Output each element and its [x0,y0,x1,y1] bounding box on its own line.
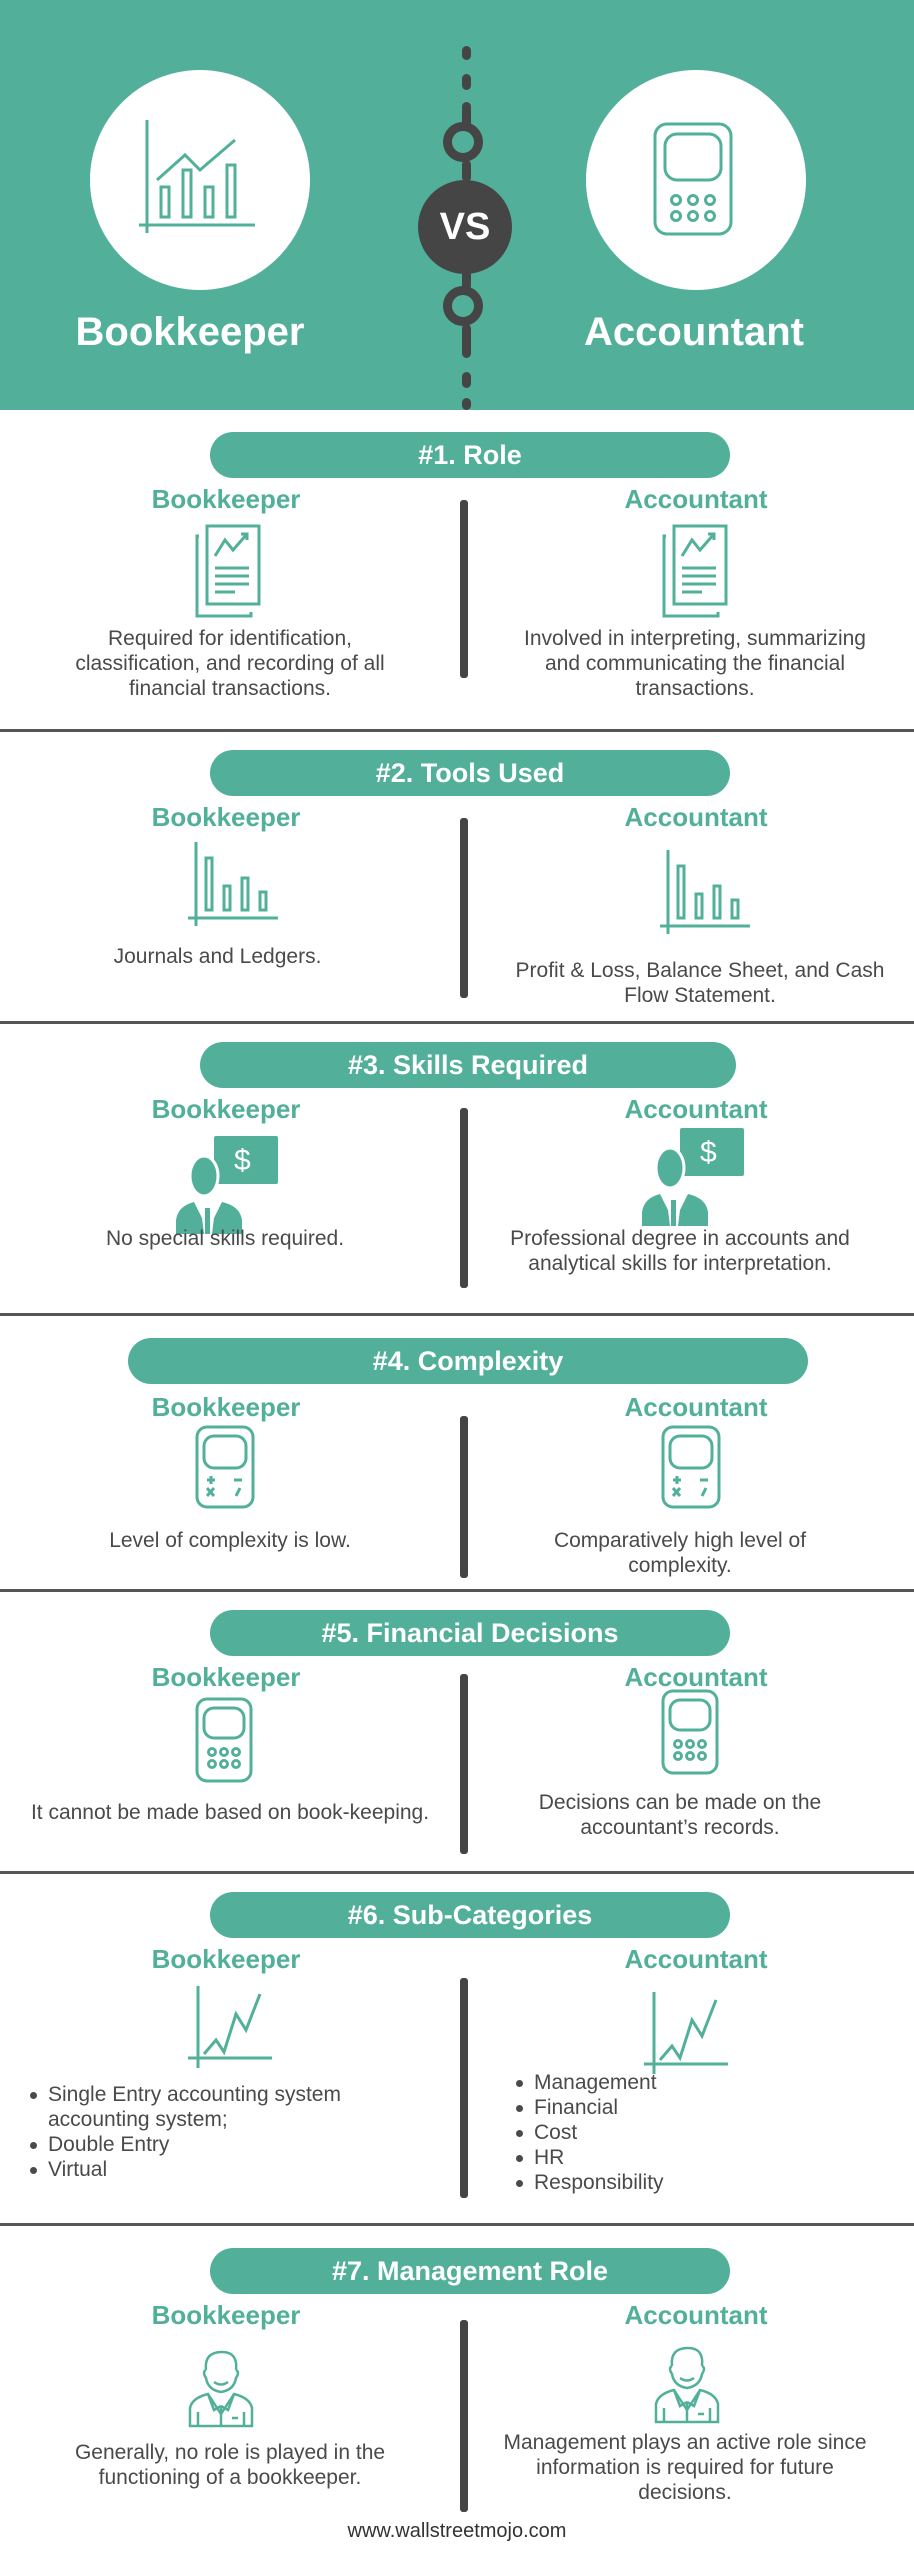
accountant-circle [586,70,806,290]
svg-text:$: $ [234,1144,251,1177]
calculator-icon [651,120,741,240]
bookkeeper-circle [90,70,310,290]
accountant-subcategory-list [512,2070,812,2195]
bar-chart-icon [186,840,286,930]
bookkeeper-label: Bookkeeper [151,484,301,514]
bookkeeper-label: Bookkeeper [151,802,301,832]
accountant-description: Decisions can be made on the accountant’s records. [538,1791,822,1839]
bookkeeper-description: Required for identification, classification, and recording of all financial transactions. [75,627,385,700]
report-document-icon [660,522,730,622]
list-item: Double Entry [26,2132,446,2157]
list-item: Responsibility [512,2170,812,2195]
header-accountant-title: Accountant [584,310,804,354]
person-dollar-board-icon [174,1136,278,1236]
hero-header [0,0,914,410]
section-tools-used [0,732,914,1024]
list-item: Virtual [26,2157,446,2182]
section-role [0,410,914,732]
section-management-role [0,2226,914,2516]
accountant-description: Involved in interpreting, summarizing and communicating the financial transactions. [524,627,866,700]
section-title-pill: #6. Sub-Categories [210,1892,730,1938]
bookkeeper-description: It cannot be made based on book-keeping. [30,1801,430,1824]
calculator-icon [194,1696,254,1784]
accountant-label: Accountant [624,802,768,832]
column-divider [460,2320,468,2512]
bookkeeper-description: Journals and Ledgers. [113,945,322,968]
column-divider [460,1108,468,1288]
line-chart-icon [186,1984,276,2070]
bookkeeper-label: Bookkeeper [151,1662,301,1692]
person-dollar-board-icon [640,1128,744,1228]
bookkeeper-description: Generally, no role is played in the functioning of a bookkeeper. [74,2441,386,2489]
section-title-pill: #7. Management Role [210,2248,730,2294]
column-divider [460,818,468,998]
businessman-icon [186,2348,256,2428]
bar-chart-icon [658,848,758,938]
calculator-operators-icon [660,1424,722,1510]
column-divider [460,500,468,678]
bookkeeper-label: Bookkeeper [151,1944,301,1974]
section-complexity [0,1316,914,1592]
calculator-operators-icon [194,1424,256,1510]
list-item: Management [512,2070,812,2095]
bookkeeper-label: Bookkeeper [151,2300,301,2330]
accountant-label: Accountant [624,1944,768,1974]
vs-badge: VS [418,180,512,274]
list-item: HR [512,2145,812,2170]
accountant-label: Accountant [624,1094,768,1124]
accountant-description: Profit & Loss, Balance Sheet, and Cash Flow Statement. [515,959,885,1007]
section-title-pill: #4. Complexity [128,1338,808,1384]
svg-text:$: $ [700,1136,717,1169]
column-divider [460,1978,468,2198]
businessman-icon [652,2344,722,2424]
accountant-label: Accountant [624,2300,768,2330]
bookkeeper-description: Level of complexity is low. [109,1529,351,1552]
bookkeeper-label: Bookkeeper [151,1094,301,1124]
section-title-pill: #5. Financial Decisions [210,1610,730,1656]
column-divider [460,1416,468,1578]
bookkeeper-subcategory-list [26,2082,446,2182]
calculator-icon [660,1688,720,1776]
accountant-label: Accountant [624,484,768,514]
line-chart-icon [642,1990,732,2076]
bar-line-chart-icon [135,115,265,245]
list-item: Financial [512,2095,812,2120]
bookkeeper-description: No special skills required. [105,1227,345,1250]
report-document-icon [193,522,263,622]
accountant-description: Professional degree in accounts and analytical skills for interpretation. [510,1227,850,1275]
bookkeeper-label: Bookkeeper [151,1392,301,1422]
accountant-label: Accountant [624,1392,768,1422]
section-title-pill: #1. Role [210,432,730,478]
section-sub-categories [0,1874,914,2226]
source-url: www.wallstreetmojo.com [347,2520,567,2542]
header-bookkeeper-title: Bookkeeper [75,310,305,354]
section-financial-decisions [0,1592,914,1874]
list-item: Single Entry accounting system accounting system; [26,2082,446,2132]
section-title-pill: #3. Skills Required [200,1042,736,1088]
section-skills-required [0,1024,914,1316]
accountant-label: Accountant [624,1662,768,1692]
accountant-description: Management plays an active role since information is required for future decisions. [503,2431,867,2504]
accountant-description: Comparatively high level of complexity. [553,1529,807,1577]
column-divider [460,1674,468,1854]
list-item: Cost [512,2120,812,2145]
section-title-pill: #2. Tools Used [210,750,730,796]
